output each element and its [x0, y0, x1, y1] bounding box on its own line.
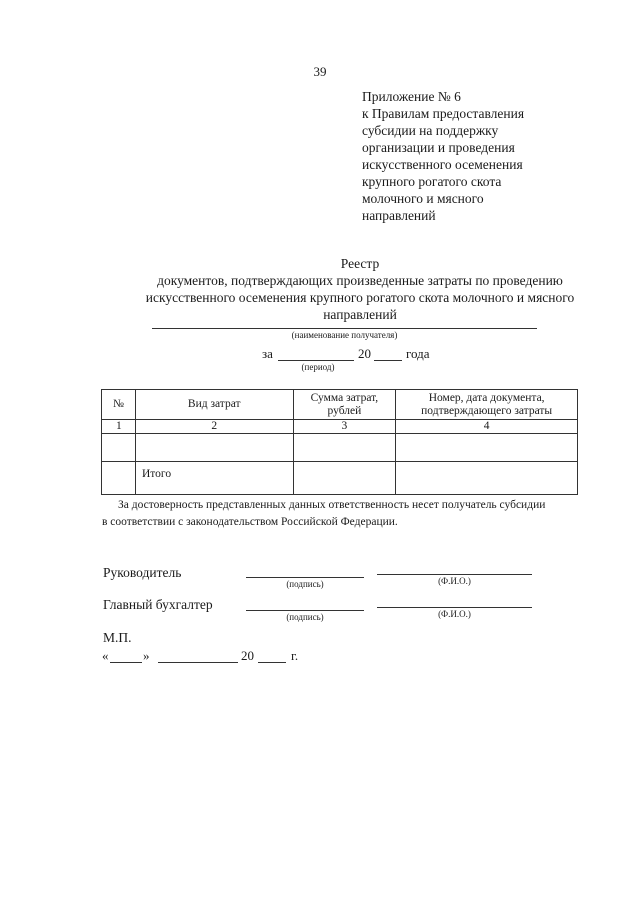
- table-number-row: [102, 420, 578, 434]
- header-document-line: Номер, дата документа,: [428, 391, 545, 404]
- stamp-label: М.П.: [103, 630, 132, 645]
- head-name-line[interactable]: [377, 574, 532, 575]
- header-number: №: [102, 390, 136, 420]
- accountant-signature-line[interactable]: [246, 610, 364, 611]
- date-year-suffix: г.: [291, 648, 299, 663]
- total-amount-cell[interactable]: [293, 462, 396, 495]
- table-row[interactable]: [102, 434, 578, 462]
- appendix-line: организации и проведения: [362, 140, 515, 155]
- date-open-quote: «: [102, 648, 109, 663]
- column-number-2: 2: [135, 420, 293, 434]
- date-year-prefix: 20: [241, 648, 254, 663]
- table-cell[interactable]: [135, 434, 293, 462]
- appendix-line: направлений: [362, 208, 436, 223]
- appendix-line: субсидии на поддержку: [362, 123, 499, 138]
- recipient-line[interactable]: [152, 328, 537, 329]
- title-line: направлений: [323, 307, 397, 322]
- date-close-quote: »: [143, 648, 150, 663]
- recipient-caption: (наименование получателя): [291, 330, 398, 340]
- note-line: За достоверность представленных данных ответственность несет получатель субсидии: [118, 499, 546, 511]
- date-year-blank[interactable]: [258, 662, 286, 663]
- header-document: [396, 390, 578, 420]
- responsibility-note: [102, 497, 602, 531]
- table-cell[interactable]: [102, 462, 136, 495]
- registry-table: [101, 389, 578, 495]
- period-blank[interactable]: [278, 360, 354, 361]
- note-line: в соответствии с законодательством Российской Федерации.: [102, 516, 398, 528]
- accountant-signature-caption: (подпись): [286, 612, 324, 622]
- date-month-blank[interactable]: [158, 662, 238, 663]
- head-label: Руководитель: [103, 565, 182, 580]
- head-name-caption: (Ф.И.О.): [438, 576, 471, 586]
- appendix-line: к Правилам предоставления: [362, 106, 525, 121]
- period-prefix: за: [262, 346, 273, 361]
- header-amount-line: Сумма затрат,: [310, 391, 379, 404]
- header-amount: [293, 390, 396, 420]
- title-heading: Реестр: [340, 256, 380, 271]
- table-cell[interactable]: [293, 434, 396, 462]
- appendix-block: [362, 88, 602, 224]
- accountant-name-line[interactable]: [377, 607, 532, 608]
- header-amount-line: рублей: [327, 404, 362, 417]
- header-expense-type: Вид затрат: [135, 390, 293, 420]
- table-cell[interactable]: [102, 434, 136, 462]
- period-caption: (период): [301, 362, 335, 372]
- title-line: искусственного осеменения крупного рогатого скота молочного и мясного: [145, 290, 575, 305]
- period-suffix: года: [406, 346, 430, 361]
- table-cell[interactable]: [396, 434, 578, 462]
- head-signature-line[interactable]: [246, 577, 364, 578]
- head-signature-caption: (подпись): [286, 579, 324, 589]
- title-line: документов, подтверждающих произведенные затраты по проведению: [157, 273, 563, 288]
- page-number: 39: [313, 64, 327, 79]
- accountant-name-caption: (Ф.И.О.): [438, 609, 471, 619]
- appendix-line: молочного и мясного: [362, 191, 484, 206]
- table-total-row[interactable]: [102, 462, 578, 495]
- column-number-1: 1: [102, 420, 136, 434]
- header-document-line: подтверждающего затраты: [421, 404, 553, 417]
- total-label: Итого: [135, 462, 293, 495]
- date-day-blank[interactable]: [110, 662, 142, 663]
- appendix-line: крупного рогатого скота: [362, 174, 502, 189]
- accountant-label: Главный бухгалтер: [103, 597, 213, 612]
- period-year-blank[interactable]: [374, 360, 402, 361]
- table-cell[interactable]: [396, 462, 578, 495]
- period-year-prefix: 20: [358, 346, 371, 361]
- column-number-3: 3: [293, 420, 396, 434]
- column-number-4: 4: [396, 420, 578, 434]
- appendix-line: искусственного осеменения: [362, 157, 523, 172]
- document-title: [80, 255, 640, 323]
- appendix-line: Приложение № 6: [362, 89, 461, 104]
- table-header-row: [102, 390, 578, 420]
